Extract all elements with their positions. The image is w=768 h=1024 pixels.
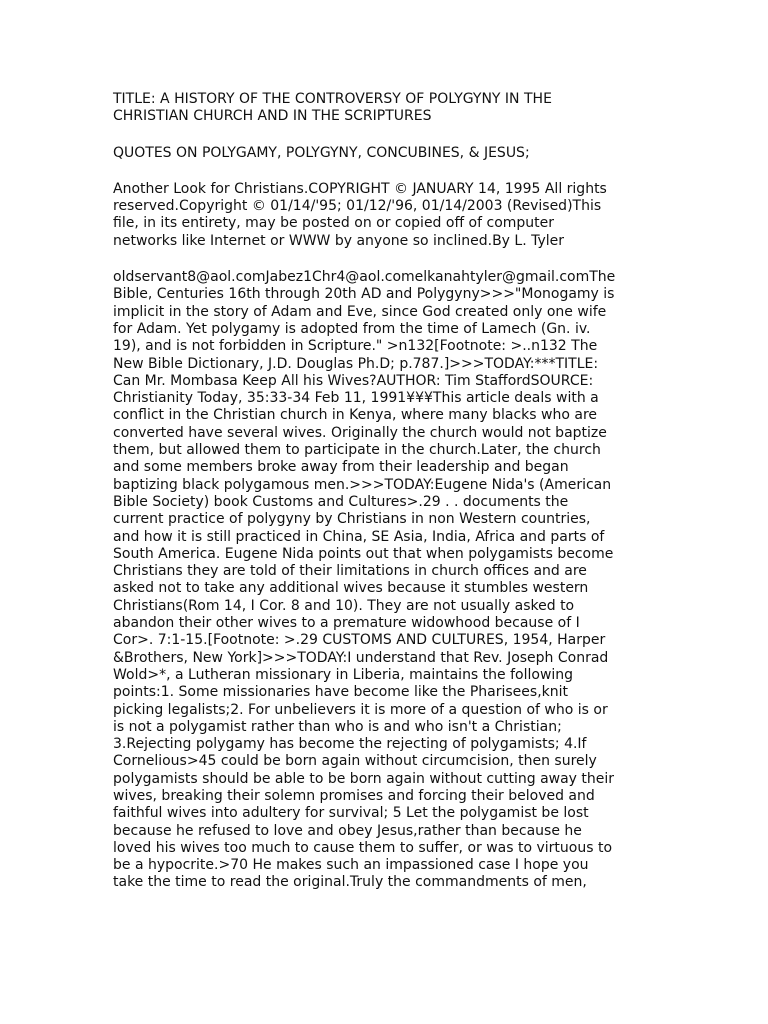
text-line: file, in its entirety, may be posted on or copied off of computer bbox=[113, 215, 555, 232]
text-line: baptizing black polygamous men.>>>TODAY:Eugene Nida's (American bbox=[113, 476, 612, 493]
text-line: polygamists should be able to be born again without cutting away their bbox=[113, 770, 615, 787]
text-line: loved his wives too much to cause them to suffer, or was to virtuous to bbox=[113, 839, 613, 856]
text-line: be a hypocrite.>70 He makes such an impassioned case I hope you bbox=[113, 857, 589, 874]
text-line: points:1. Some missionaries have become like the Pharisees,knit bbox=[113, 684, 569, 701]
text-line: Cor>. 7:1-15.[Footnote: >.29 CUSTOMS AND CULTURES, 1954, Harper bbox=[113, 632, 606, 649]
text-line: because he refused to love and obey Jesus,rather than because he bbox=[113, 822, 582, 839]
text-line: 3.Rejecting polygamy has become the rejecting of polygamists; 4.If bbox=[113, 736, 587, 753]
text-line: &Brothers, New York]>>>TODAY:I understand that Rev. Joseph Conrad bbox=[113, 649, 609, 666]
text-line: asked not to take any additional wives because it stumbles western bbox=[113, 580, 589, 597]
document-title bbox=[113, 91, 673, 126]
document-page bbox=[113, 91, 673, 911]
text-line: take the time to read the original.Truly the commandments of men, bbox=[113, 874, 587, 891]
text-line: faithful wives into adultery for survival; 5 Let the polygamist be lost bbox=[113, 805, 589, 822]
text-line: abandon their other wives to a premature widowhood because of I bbox=[113, 615, 580, 632]
text-line: Another Look for Christians.COPYRIGHT © JANUARY 14, 1995 All rights bbox=[113, 180, 607, 197]
text-line: Christianity Today, 35:33-34 Feb 11, 1991¥¥¥This article deals with a bbox=[113, 390, 599, 407]
text-line: New Bible Dictionary, J.D. Douglas Ph.D; p.787.]>>>TODAY:***TITLE: bbox=[113, 355, 599, 372]
text-line: networks like Internet or WWW by anyone so inclined.By L. Tyler bbox=[113, 232, 565, 249]
text-line: current practice of polygyny by Christians in non Western countries, bbox=[113, 511, 591, 528]
text-line: wives, breaking their solemn promises and forcing their beloved and bbox=[113, 787, 595, 804]
text-line: implicit in the story of Adam and Eve, since God created only one wife bbox=[113, 303, 607, 320]
text-line: is not a polygamist rather than who is and who isn't a Christian; bbox=[113, 718, 562, 735]
text-line: Bible, Centuries 16th through 20th AD and Polygyny>>>"Monogamy is bbox=[113, 286, 615, 303]
text-line: picking legalists;2. For unbelievers it is more of a question of who is or bbox=[113, 701, 608, 718]
text-line: 19), and is not forbidden in Scripture." >n132[Footnote: >..n132 The bbox=[113, 338, 598, 355]
text-line: CHRISTIAN CHURCH AND IN THE SCRIPTURES bbox=[113, 108, 432, 125]
text-line: TITLE: A HISTORY OF THE CONTROVERSY OF POLYGYNY IN THE bbox=[113, 91, 552, 107]
copyright-paragraph bbox=[113, 181, 673, 250]
text-line: QUOTES ON POLYGAMY, POLYGYNY, CONCUBINES, & JESUS; bbox=[113, 144, 530, 161]
text-line: converted have several wives. Originally the church would not baptize bbox=[113, 424, 607, 441]
text-line: reserved.Copyright © 01/14/'95; 01/12/'96, 01/14/2003 (Revised)This bbox=[113, 198, 602, 215]
text-line: Cornelious>45 could be born again without circumcision, then surely bbox=[113, 753, 597, 770]
text-line: Bible Society) book Customs and Cultures>.29 . . documents the bbox=[113, 493, 569, 510]
text-line: Wold>*, a Lutheran missionary in Liberia, maintains the following bbox=[113, 666, 574, 683]
text-line: and how it is still practiced in China, SE Asia, India, Africa and parts of bbox=[113, 528, 605, 545]
text-line: Can Mr. Mombasa Keep All his Wives?AUTHOR: Tim StaffordSOURCE: bbox=[113, 372, 594, 389]
text-line: for Adam. Yet polygamy is adopted from the time of Lamech (Gn. iv. bbox=[113, 320, 591, 337]
text-line: conflict in the Christian church in Kenya, where many blacks who are bbox=[113, 407, 598, 424]
body-paragraph bbox=[113, 269, 673, 892]
text-line: Christians(Rom 14, I Cor. 8 and 10). They are not usually asked to bbox=[113, 597, 575, 614]
text-line: Christians they are told of their limitations in church offices and are bbox=[113, 563, 587, 580]
text-line: South America. Eugene Nida points out that when polygamists become bbox=[113, 545, 614, 562]
document-subtitle bbox=[113, 145, 673, 162]
text-line: oldservant8@aol.comJabez1Chr4@aol.comelkanahtyler@gmail.comThe bbox=[113, 269, 616, 286]
text-line: them, but allowed them to participate in the church.Later, the church bbox=[113, 442, 601, 459]
text-line: and some members broke away from their leadership and began bbox=[113, 459, 569, 476]
